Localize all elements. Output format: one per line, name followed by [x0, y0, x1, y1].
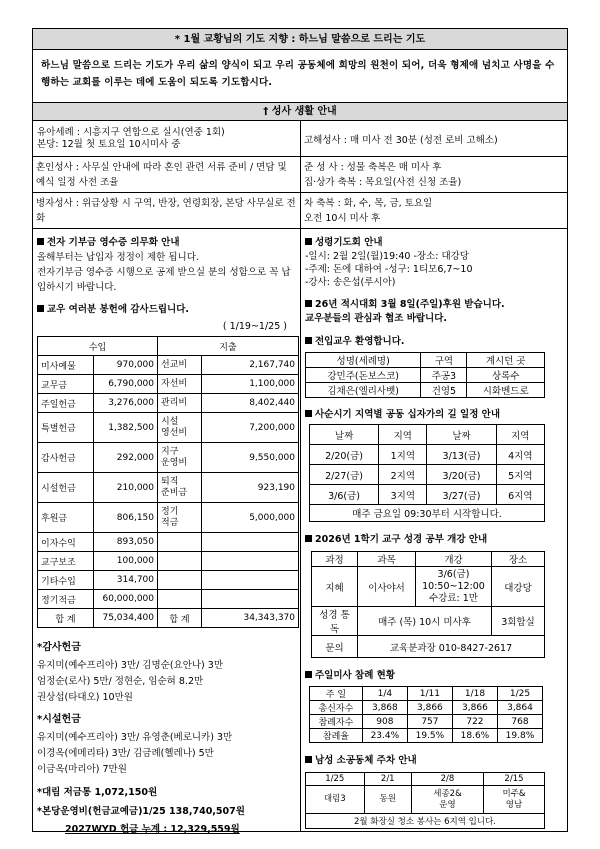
expense-value: 2,167,740: [202, 356, 299, 375]
prayer-meeting-l2: -주제: 돈에 대하여 -성구: 1티모6,7~10: [305, 264, 473, 275]
table-cell: 3/20(금): [427, 465, 496, 485]
marriage: 혼인성사 : 사무실 안내에 따라 혼인 관련 서류 준비 / 면담 및 예식 일정 사전 조율: [33, 157, 301, 193]
table-header: 1/25: [497, 687, 542, 701]
parking-group: 세종2& 운영: [412, 786, 484, 814]
total-label: 합 계: [38, 609, 94, 628]
table-row: [310, 445, 545, 465]
parking-note: 2월 화장실 청소 봉사는 6지역 입니다.: [306, 814, 545, 829]
prayer-box: [32, 28, 568, 121]
income-value: 6,790,000: [94, 375, 158, 394]
contest-sub: 교우분들의 관심과 협조 바랍니다.: [305, 313, 448, 324]
wyd-fund: 2027WYD 헌금 누계 : 12,329,559원: [65, 824, 240, 835]
anointing: 병자성사 : 위급상황 시 구역, 반장, 연령회장, 본당 사무실로 전화: [33, 193, 301, 229]
finance-row: [38, 533, 299, 552]
table-row: [306, 383, 545, 398]
parking-date: 2/15: [483, 773, 544, 786]
table-row: [310, 465, 545, 485]
expense-value: [202, 590, 299, 609]
income-value: 3,276,000: [94, 394, 158, 413]
expense-label: 관리비: [158, 394, 202, 413]
income-label: 주일헌금: [38, 394, 94, 413]
parking-group: 대림3: [306, 786, 365, 814]
table-cell: 4지역: [496, 445, 544, 465]
sacrament-title: † 성사 생활 안내: [33, 102, 567, 120]
table-row: [306, 368, 545, 383]
income-label: 시설헌금: [38, 473, 94, 503]
total-label: 합 계: [158, 609, 202, 628]
income-header: 수입: [38, 337, 158, 356]
expense-label: 시설 영선비: [158, 413, 202, 443]
donor-line: 이금옥(마리아) 7만원: [37, 764, 127, 775]
parking-date: 2/1: [364, 773, 412, 786]
parking-date: 1/25: [306, 773, 365, 786]
study-title: 2026년 1학기 교구 성경 공부 개강 안내: [305, 531, 563, 545]
expense-value: [202, 533, 299, 552]
expense-label: [158, 590, 202, 609]
donation-title: 전자 기부금 영수증 의무화 안내: [37, 234, 295, 248]
deposit-box: *대림 저금통 1,072,150원: [37, 787, 158, 798]
table-cell: 3/13(금): [427, 445, 496, 465]
expense-value: 1,100,000: [202, 375, 299, 394]
table-cell: 주공3: [421, 368, 467, 383]
income-value: 1,382,500: [94, 413, 158, 443]
confession: 고해성사 : 매 미사 전 30분 (성전 로비 고해소): [301, 121, 568, 157]
table-cell: 3,864: [497, 701, 542, 715]
sacrament-table: [32, 120, 568, 229]
table-cell: 3지역: [379, 485, 427, 505]
income-value: 100,000: [94, 552, 158, 571]
table-header: 성명(세례명): [306, 353, 421, 368]
stations-title: 사순시기 지역별 공동 십자가의 길 일정 안내: [305, 406, 563, 420]
table-cell: 757: [407, 715, 452, 729]
table-header: 1/11: [407, 687, 452, 701]
prayer-text: 하느님 말씀으로 드리는 기도가 우리 삶의 양식이 되고 우리 공동체에 희망의 원천이 되어, 더욱 형제애 넘치고 사명을 수행하는 교회를 이루는 데에 도움이 되도록 기도합시다.: [41, 60, 555, 88]
parking-date: 2/8: [412, 773, 484, 786]
expense-value: [202, 552, 299, 571]
table-row: [310, 485, 545, 505]
car-blessing: 차 축복 : 화, 수, 목, 금, 토요일 오전 10시 미사 후: [301, 193, 568, 229]
table-header: 1/4: [362, 687, 407, 701]
finance-total-row: [38, 609, 299, 628]
income-label: 기타수입: [38, 571, 94, 590]
expense-value: 8,402,440: [202, 394, 299, 413]
bulletin-page: [32, 28, 568, 835]
expense-label: [158, 571, 202, 590]
expense-value: 7,200,000: [202, 413, 299, 443]
income-value: 970,000: [94, 356, 158, 375]
table-cell: 722: [452, 715, 497, 729]
columns: [32, 229, 568, 835]
table-header: 날짜: [427, 425, 496, 445]
finance-table: [37, 336, 299, 628]
attendance-title: 주일미사 참례 현황: [305, 667, 563, 681]
donor-line: 유지미(예수프리아) 3만/ 유영춘(베로니카) 3만: [37, 732, 233, 743]
table-cell: 6지역: [496, 485, 544, 505]
table-header: 지역: [379, 425, 427, 445]
expense-label: [158, 533, 202, 552]
table-cell: 768: [497, 715, 542, 729]
table-cell: 19.8%: [497, 729, 542, 743]
donor-line: 권상섭(타대오) 10만원: [37, 692, 133, 703]
stations-table: [309, 424, 545, 522]
table-header: 계시던 곳: [467, 353, 545, 368]
table-header: 1/18: [452, 687, 497, 701]
table-cell: 908: [362, 715, 407, 729]
gratitude: [37, 638, 295, 835]
finance-row: [38, 413, 299, 443]
newcomers-table: [305, 352, 545, 398]
total-income: 75,034,400: [94, 609, 158, 628]
table-row: [310, 729, 543, 743]
table-cell: 2/27(금): [310, 465, 379, 485]
expense-label: 지구 운영비: [158, 443, 202, 473]
income-value: 893,050: [94, 533, 158, 552]
expense-value: 9,550,000: [202, 443, 299, 473]
donation-text1: 올해부터는 납입자 정정이 제한 됩니다.: [37, 252, 199, 263]
table-cell: 강민주(돈보스코): [306, 368, 421, 383]
table-cell: 참례율: [310, 729, 363, 743]
expense-header: 지출: [158, 337, 299, 356]
parking-group: 미주& 영남: [483, 786, 544, 814]
attendance-table: [309, 686, 543, 743]
study-table: 과정 과목 개강 장소 지혜 이사야서 3/6(금) 10:50~12:00 수강료: 1만 대강당 성경 통독 매주 (목) 10시 미사후 3회합실 문의 교육분과장 010-8427-2617: [311, 551, 545, 658]
table-header: 주 일: [310, 687, 363, 701]
newcomers-title: 전입교우 환영합니다.: [305, 333, 563, 347]
income-label: 미사예물: [38, 356, 94, 375]
table-cell: 3,866: [407, 701, 452, 715]
table-header: 지역: [496, 425, 544, 445]
table-cell: 김채은(엘리사벳): [306, 383, 421, 398]
income-label: 이자수익: [38, 533, 94, 552]
income-label: 후원금: [38, 503, 94, 533]
prayer-meeting-l1: -일시: 2월 2일(월)19:40 -장소: 대강당: [305, 251, 469, 262]
income-label: 감사헌금: [38, 443, 94, 473]
table-cell: 상록수: [467, 368, 545, 383]
table-header: 구역: [421, 353, 467, 368]
income-label: 정기적금: [38, 590, 94, 609]
table-cell: 3/6(금): [310, 485, 379, 505]
table-cell: 2/20(금): [310, 445, 379, 465]
table-cell: 시화벤드로: [467, 383, 545, 398]
table-cell: 5지역: [496, 465, 544, 485]
finance-row: [38, 552, 299, 571]
stations-note: 매주 금요일 09:30부터 시작합니다.: [310, 505, 545, 522]
table-cell: 3,868: [362, 701, 407, 715]
donation-text2: 전자기부금 영수증 시행으로 공제 받으실 분의 성함으로 꼭 납입하시기 바랍니다.: [37, 267, 291, 293]
finance-row: [38, 375, 299, 394]
gratitude-title: *감사헌금: [37, 642, 81, 653]
income-value: 314,700: [94, 571, 158, 590]
table-cell: 1지역: [379, 445, 427, 465]
finance-row: [38, 590, 299, 609]
expense-label: [158, 552, 202, 571]
expense-label: 정기 적금: [158, 503, 202, 533]
table-cell: 23.4%: [362, 729, 407, 743]
parking-group: 동원: [364, 786, 412, 814]
income-label: 교무금: [38, 375, 94, 394]
finance-row: [38, 473, 299, 503]
income-value: 806,150: [94, 503, 158, 533]
semi-sacrament: 준 성 사 : 성물 축복은 매 미사 후 집·상가 축복 : 목요일(사전 신청 조율): [301, 157, 568, 193]
total-expense: 34,343,370: [202, 609, 299, 628]
finance-row: [38, 443, 299, 473]
income-value: 292,000: [94, 443, 158, 473]
table-row: [310, 701, 543, 715]
prayer-meeting-l3: -강사: 송은섭(루시아): [305, 277, 396, 288]
income-label: 특별헌금: [38, 413, 94, 443]
donor-line: 유지미(예수프리아) 3만/ 김명순(요안나) 3만: [37, 660, 224, 671]
prayer-meeting-title: 성령기도회 안내: [305, 234, 563, 248]
table-cell: 총신자수: [310, 701, 363, 715]
donor-line: 엄정순(로사) 5만/ 정현순, 임순혀 8.2만: [37, 676, 204, 687]
expense-value: 923,190: [202, 473, 299, 503]
income-label: 교구보조: [38, 552, 94, 571]
table-cell: 18.6%: [452, 729, 497, 743]
operating-fund: *본당운영비(헌금교예금)1/25 138,740,507원: [37, 806, 245, 817]
thanks-title: 교우 여러분 봉헌에 감사드립니다.: [37, 301, 295, 315]
finance-row: [38, 394, 299, 413]
finance-row: [38, 503, 299, 533]
finance-row: [38, 571, 299, 590]
table-cell: 19.5%: [407, 729, 452, 743]
parking-table: [305, 772, 545, 829]
parking-title: 남성 소공동체 주차 안내: [305, 752, 563, 766]
finance-row: [38, 356, 299, 375]
expense-value: [202, 571, 299, 590]
table-row: [310, 715, 543, 729]
expense-value: 5,000,000: [202, 503, 299, 533]
table-cell: 3,866: [452, 701, 497, 715]
left-column: [37, 234, 295, 835]
contest-title: 26년 적시대회 3월 8일(주일)후원 받습니다.: [305, 296, 563, 310]
infant-baptism: 유아세례 : 시흥지구 연합으로 실시(연중 1회) 본당: 12월 첫 토요일 10시미사 중: [33, 121, 301, 157]
prayer-title: * 1월 교황님의 기도 지향 : 하느님 말씀으로 드리는 기도: [33, 29, 567, 50]
table-cell: 참례자수: [310, 715, 363, 729]
expense-label: 자선비: [158, 375, 202, 394]
facility-title: *시설헌금: [37, 714, 81, 725]
donor-line: 이경옥(에메리타) 3만/ 김금례(헬레나) 5만: [37, 748, 214, 759]
table-header: 날짜: [310, 425, 379, 445]
expense-label: 선교비: [158, 356, 202, 375]
thanks-period: ( 1/19~1/25 ): [222, 321, 287, 332]
table-cell: 2지역: [379, 465, 427, 485]
expense-label: 퇴직 준비금: [158, 473, 202, 503]
income-value: 60,000,000: [94, 590, 158, 609]
income-value: 210,000: [94, 473, 158, 503]
table-cell: 건영5: [421, 383, 467, 398]
right-column: [305, 234, 563, 829]
table-cell: 3/27(금): [427, 485, 496, 505]
